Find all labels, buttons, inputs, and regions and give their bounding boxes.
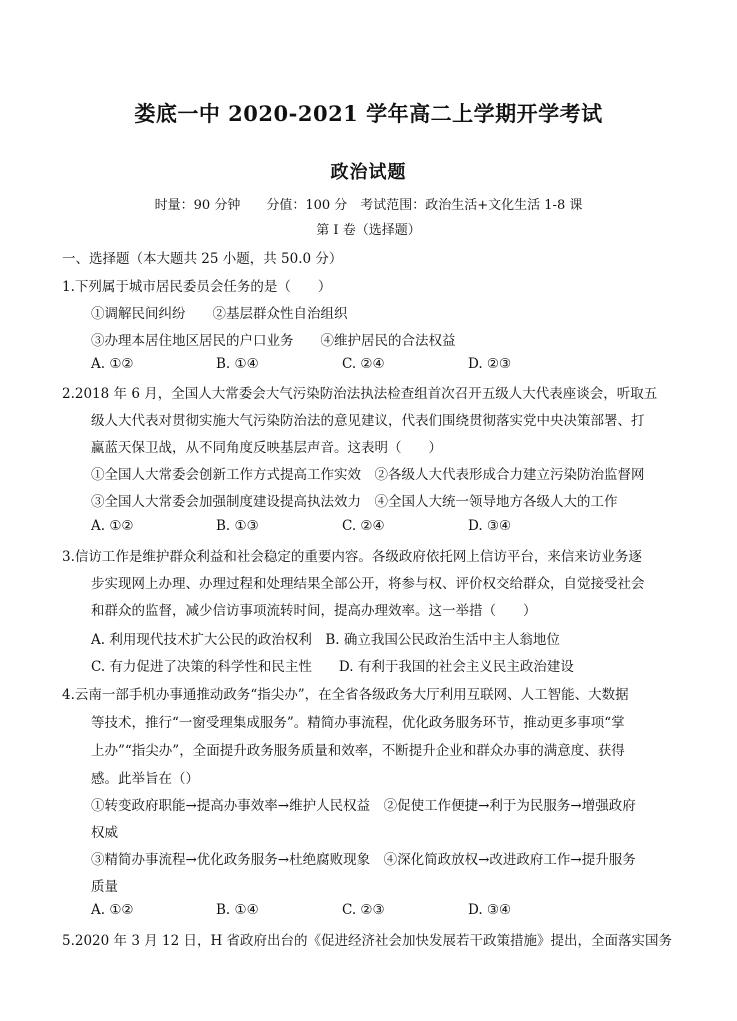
question-2-item: ③全国人大常委会加强制度建设提高执法效力 ④全国人大统一领导地方各级人大的工作	[91, 494, 618, 510]
subject-title: 政治试题	[330, 162, 407, 183]
question-4-stem-line: 等技术，推行“一窗受理集成服务”。精简办事流程，优化政务服务环节，推动更多事项“掌	[91, 715, 625, 731]
question-2-choice-b[interactable]: B. ①③	[216, 518, 259, 534]
exam-info: 时量：90 分钟 分值：100 分 考试范围：政治生活+文化生活 1-8 课	[154, 198, 583, 213]
question-3-choices-ab[interactable]: A. 利用现代技术扩大公民的政治权利 B. 确立我国公民政治生活中主人翁地位	[91, 632, 560, 648]
question-4-item: 权威	[91, 825, 118, 841]
question-3-choices-cd[interactable]: C. 有力促进了决策的科学性和民主性 D. 有利于我国的社会主义民主政治建设	[91, 659, 574, 675]
question-1-choice-c[interactable]: C. ②④	[342, 356, 385, 372]
question-2-choice-c[interactable]: C. ②④	[342, 518, 385, 534]
volume-label: 第 I 卷（选择题）	[316, 223, 421, 238]
question-1-choice-d[interactable]: D. ②③	[468, 356, 512, 372]
question-1-stem: 1.下列属于城市居民委员会任务的是（ ）	[62, 279, 332, 295]
question-2-stem-line: 级人大代表对贯彻实施大气污染防治法的意见建议，代表们围绕贯彻落实党中央决策部署、打	[91, 413, 645, 429]
question-2-choice-d[interactable]: D. ③④	[468, 518, 512, 534]
question-1-choice-a[interactable]: A. ①②	[91, 356, 134, 372]
question-2-item: ①全国人大常委会创新工作方式提高工作实效 ②各级人大代表形成合力建立污染防治监督网	[91, 467, 645, 483]
question-4-item: ③精简办事流程→优化政务服务→杜绝腐败现象 ④深化简政放权→改进政府工作→提升服务	[91, 852, 636, 868]
question-4-choice-a[interactable]: A. ①②	[91, 902, 134, 918]
question-4-choice-d[interactable]: D. ③④	[468, 902, 512, 918]
question-2-stem-line: 2.2018 年 6 月，全国人大常委会大气污染防治法执法检查组首次召开五级人大代表座谈会，听取五	[62, 386, 658, 402]
question-3-stem-line: 3.信访工作是维护群众利益和社会稳定的重要内容。各级政府依托网上信访平台，来信来访业务逐	[62, 549, 642, 565]
question-2-stem-line: 赢蓝天保卫战，从不同角度反映基层声音。这表明（ ）	[91, 440, 442, 456]
question-4-item: ①转变政府职能→提高办事效率→维护人民权益 ②促使工作便捷→利于为民服务→增强政府	[91, 798, 636, 814]
question-3-stem-line: 步实现网上办理、办理过程和处理结果全部公开，将参与权、评价权交给群众，自觉接受社会	[91, 576, 645, 592]
exam-title: 娄底一中 2020-2021 学年高二上学期开学考试	[134, 101, 603, 126]
question-3-stem-line: 和群众的监督，减少信访事项流转时间，提高办理效率。这一举措（ ）	[91, 603, 537, 619]
question-4-stem-line: 上办”“指尖办”，全面提升政务服务质量和效率，不断提升企业和群众办事的满意度、获得	[91, 743, 625, 759]
question-4-choice-c[interactable]: C. ②③	[342, 902, 385, 918]
question-4-stem-line: 4.云南一部手机办事通推动政务“指尖办”，在全省各级政务大厅利用互联网、人工智能、大数据	[62, 687, 629, 703]
question-1-item: ①调解民间纠纷 ②基层群众性自治组织	[91, 306, 348, 322]
question-4-choice-b[interactable]: B. ①④	[216, 902, 259, 918]
question-4-item: 质量	[91, 879, 118, 895]
question-2-choice-a[interactable]: A. ①②	[91, 518, 134, 534]
question-5-stem-line: 5.2020 年 3 月 12 日，H 省政府出台的《促进经济社会加快发展若干政策措施》提出，全面落实国务	[62, 933, 673, 949]
question-1-choice-b[interactable]: B. ①④	[216, 356, 259, 372]
section-heading: 一、选择题（本大题共 25 小题，共 50.0 分）	[62, 251, 343, 267]
question-1-item: ③办理本居住地区居民的户口业务 ④维护居民的合法权益	[91, 333, 456, 349]
question-4-stem-line: 感。此举旨在（）	[91, 771, 199, 787]
